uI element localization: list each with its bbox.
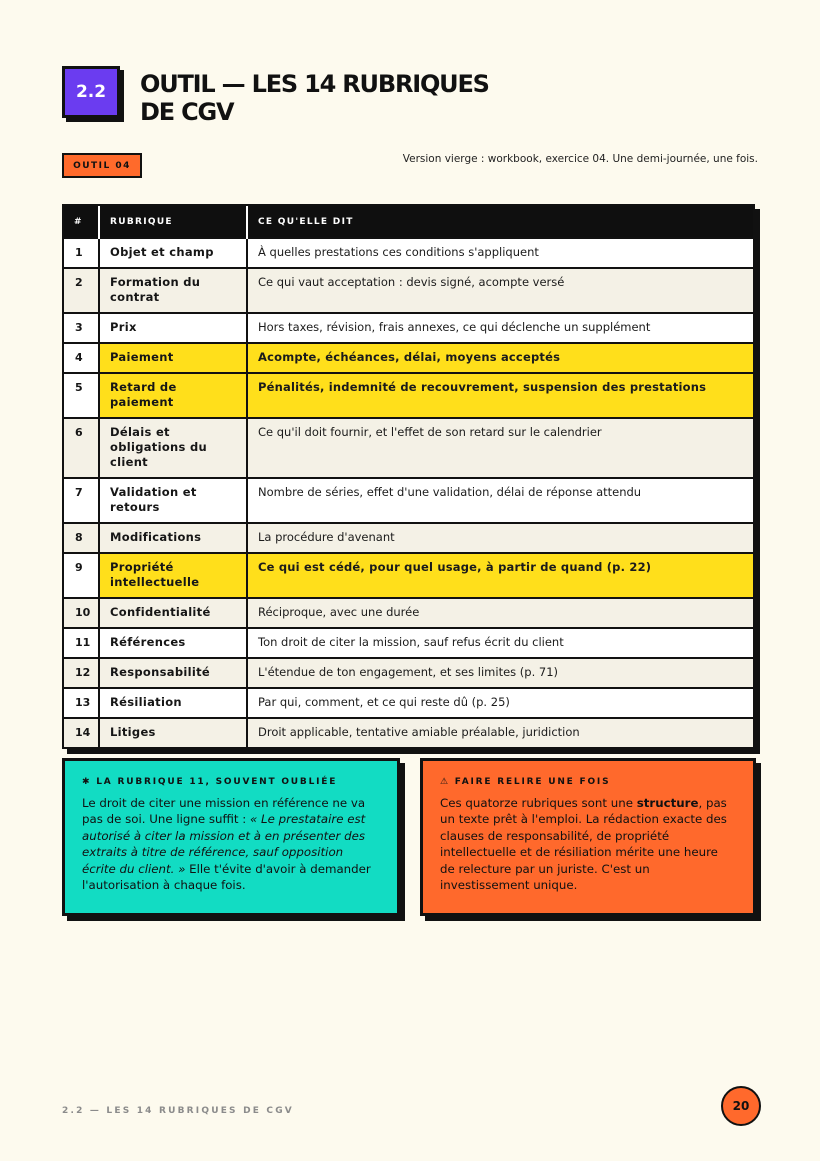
callout-left-text-before: Le droit de citer une mission en référence ne va pas de soi. Une ligne suffit : [82,796,366,827]
row-rubrique: Confidentialité [99,598,247,628]
callout-left-text [82,795,380,893]
footer-label: 2.2 — LES 14 RUBRIQUES DE CGV [62,1106,294,1116]
row-description: Hors taxes, révision, frais annexes, ce qui déclenche un supplément [247,313,753,343]
page-number-badge [721,1086,761,1126]
row-rubrique: Responsabilité [99,658,247,688]
row-description: Droit applicable, tentative amiable préalable, juridiction [247,718,753,747]
callout-right-text [440,795,736,893]
page-title: OUTIL — LES 14 RUBRIQUES DE CGV [140,70,489,126]
row-number: 4 [64,343,99,373]
row-number: 9 [64,553,99,598]
row-rubrique: Modifications [99,523,247,553]
row-rubrique: Litiges [99,718,247,747]
row-rubrique: Formation du contrat [99,268,247,313]
row-rubrique: Délais et obligations du client [99,418,247,478]
callout-right-text-after: , pas un texte prêt à l'emploi. La rédaction exacte des clauses de responsabilité, de propriété intellectuelle et de résiliation mérite une heure de relecture par un juriste. C'est un investissement unique. [440,796,727,893]
table-body [64,238,753,747]
row-rubrique: Propriété intellectuelle [99,553,247,598]
table-row [64,718,753,747]
callout-right-text-before: Ces quatorze rubriques sont une [440,796,637,810]
row-rubrique: Références [99,628,247,658]
callout-left-text-after: Elle t'évite d'avoir à demander l'autorisation à chaque fois. [82,861,371,893]
callout-right-bold: structure [636,796,699,810]
row-description: Acompte, échéances, délai, moyens acceptés [247,343,753,373]
table-row [64,688,753,718]
callout-left-quote: « Le prestataire est autorisé à citer la mission et à en présenter des extraits à titre de référence, sauf opposition écrite du client. » [82,812,366,876]
row-number: 3 [64,313,99,343]
row-rubrique: Retard de paiement [99,373,247,418]
callout-rubrique-11 [62,758,400,916]
row-rubrique: Prix [99,313,247,343]
callout-right-title: ⚠ FAIRE RELIRE UNE FOIS [440,777,611,787]
callout-left-title: ✱ LA RUBRIQUE 11, SOUVENT OUBLIÉE [82,777,338,787]
version-note: Version vierge : workbook, exercice 04. Une demi-journée, une fois. [402,153,758,165]
row-number: 7 [64,478,99,523]
table-row [64,343,753,373]
row-description: Réciproque, avec une durée [247,598,753,628]
column-header-number: # [64,206,99,238]
table-row [64,373,753,418]
row-number: 6 [64,418,99,478]
row-number: 5 [64,373,99,418]
row-number: 12 [64,658,99,688]
row-description: L'étendue de ton engagement, et ses limites (p. 71) [247,658,753,688]
section-number: 2.2 [75,82,107,102]
table-header-row [64,206,753,238]
column-header-rubrique: RUBRIQUE [99,206,247,238]
row-description: Nombre de séries, effet d'une validation, délai de réponse attendu [247,478,753,523]
section-number-badge [62,66,120,118]
table-row [64,478,753,523]
row-number: 14 [64,718,99,747]
row-description: À quelles prestations ces conditions s'appliquent [247,238,753,268]
row-rubrique: Validation et retours [99,478,247,523]
row-number: 8 [64,523,99,553]
column-header-description: CE QU'ELLE DIT [247,206,753,238]
row-number: 13 [64,688,99,718]
table-row [64,523,753,553]
row-description: Par qui, comment, et ce qui reste dû (p. 25) [247,688,753,718]
table-row [64,268,753,313]
row-number: 10 [64,598,99,628]
page-number: 20 [732,1099,750,1113]
tool-tag [62,153,142,178]
cgv-sections-table [62,204,755,749]
row-rubrique: Objet et champ [99,238,247,268]
row-description: Ce qu'il doit fournir, et l'effet de son retard sur le calendrier [247,418,753,478]
row-description: Pénalités, indemnité de recouvrement, suspension des prestations [247,373,753,418]
table-row [64,598,753,628]
row-rubrique: Résiliation [99,688,247,718]
row-description: Ce qui est cédé, pour quel usage, à partir de quand (p. 22) [247,553,753,598]
table-row [64,418,753,478]
row-description: Ce qui vaut acceptation : devis signé, acompte versé [247,268,753,313]
table-row [64,553,753,598]
row-description: La procédure d'avenant [247,523,753,553]
row-number: 2 [64,268,99,313]
row-number: 1 [64,238,99,268]
table-row [64,313,753,343]
callout-faire-relire [420,758,756,916]
table-row [64,628,753,658]
tool-tag-label: OUTIL 04 [73,160,131,171]
row-description: Ton droit de citer la mission, sauf refus écrit du client [247,628,753,658]
table-row [64,658,753,688]
row-number: 11 [64,628,99,658]
table-row [64,238,753,268]
row-rubrique: Paiement [99,343,247,373]
